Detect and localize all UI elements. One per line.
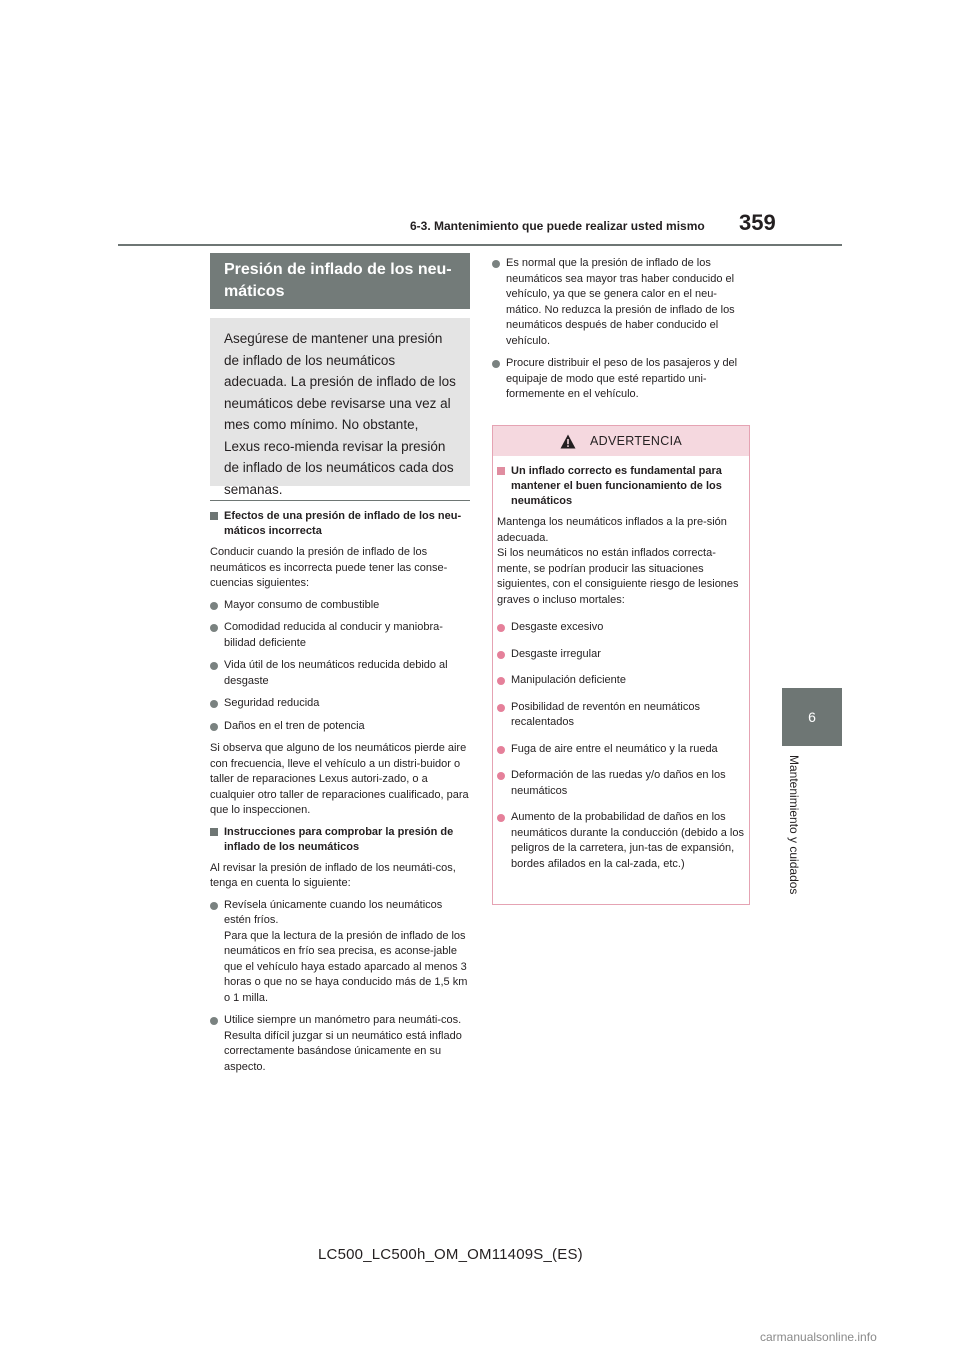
warning-bullet: Deformación de las ruedas y/o daños en los neumáticos	[497, 768, 745, 799]
warning-bullet: Posibilidad de reventón en neumáticos recalentados	[497, 700, 745, 731]
effects-paragraph: Conducir cuando la presión de inflado de los neumáticos es incorrecta puede tener las conse-cuencias siguientes:	[210, 546, 448, 589]
chapter-label-wrapper	[787, 755, 803, 915]
effects-bullet: Daños en el tren de potencia	[210, 719, 470, 735]
section-heading-text: Presión de inflado de los neu- máticos	[224, 261, 452, 300]
check-bullet: Revísela únicamente cuando los neumáticos estén fríos. Para que la lectura de la presión de inflado de los neumáticos en frío sea precisa, es aconse-jable que el vehículo haya estado aparcado al menos 3 horas o que no se haya conducido más de 1,5 km o 1 milla.	[210, 898, 470, 1007]
watermark: carmanualsonline.info	[760, 1330, 877, 1344]
warning-title: ADVERTENCIA	[590, 434, 682, 448]
warning-box	[492, 425, 750, 905]
check-paragraph: Al revisar la presión de inflado de los neumáti-cos, tenga en cuenta lo siguiente:	[210, 861, 456, 889]
check-bullet: Utilice siempre un manómetro para neumáti-cos. Resulta difícil juzgar si un neumático está inflado correctamente basándose únicamente en su aspecto.	[210, 1013, 470, 1075]
right-column	[492, 256, 750, 410]
warning-triangle-icon	[560, 434, 576, 449]
chapter-label: Mantenimiento y cuidados	[787, 755, 801, 895]
warning-bullet: Manipulación deficiente	[497, 673, 745, 689]
left-column	[210, 500, 470, 1082]
right-bullet: Procure distribuir el peso de los pasajeros y del equipaje de modo que esté repartido uni-formemente en el vehículo.	[492, 356, 750, 403]
effects-bullet: Seguridad reducida	[210, 696, 470, 712]
warning-bullet: Aumento de la probabilidad de daños en los neumáticos durante la conducción (debido a los peligros de la carretera, jun-tas de expansión, bordes afilados en la cal-zada, etc.)	[497, 810, 745, 872]
warning-title-bar	[493, 426, 749, 456]
check-heading: Instrucciones para comprobar la presión de inflado de los neumáticos	[210, 825, 470, 855]
warning-heading: Un inflado correcto es fundamental para mantener el buen funcionamiento de los neumáticos	[497, 464, 745, 509]
header-rule	[118, 244, 842, 246]
chapter-tab: 6	[782, 688, 842, 746]
warning-bullet: Desgaste irregular	[497, 647, 745, 663]
section-heading	[210, 253, 470, 309]
document-code: LC500_LC500h_OM_OM11409S_(ES)	[318, 1246, 583, 1263]
effects-bullet: Vida útil de los neumáticos reducida debido al desgaste	[210, 658, 470, 689]
right-bullet: Es normal que la presión de inflado de los neumáticos sea mayor tras haber conducido el vehículo, ya que se genera calor en el neu-mático. No reduzca la presión de inflado de los neumáticos después de haber conducido el vehículo.	[492, 256, 750, 349]
page-number: 359	[739, 210, 776, 235]
warning-body	[493, 456, 749, 887]
effects-heading: Efectos de una presión de inflado de los neu-máticos incorrecta	[210, 509, 470, 539]
effects-bullet: Comodidad reducida al conducir y maniobra-bilidad deficiente	[210, 620, 470, 651]
warning-bullet: Fuga de aire entre el neumático y la rueda	[497, 742, 745, 758]
effects-bullet: Mayor consumo de combustible	[210, 598, 470, 614]
section-title: 6-3. Mantenimiento que puede realizar usted mismo	[410, 219, 705, 233]
warning-bullet: Desgaste excesivo	[497, 620, 745, 636]
warning-paragraph: Mantenga los neumáticos inflados a la pre-sión adecuada. Si los neumáticos no están inflados correcta-mente, se podrían producir las situaciones siguientes, con el consiguiente riesgo de lesiones graves o incluso mortales:	[497, 516, 739, 606]
effects-note: Si observa que alguno de los neumáticos pierde aire con frecuencia, lleve el vehículo a un distri-buidor o taller de reparaciones Lexus autori-zado, o a cualquier otro taller de reparaciones cualificado, para que lo inspeccionen.	[210, 742, 469, 816]
intro-box: Asegúrese de mantener una presión de inflado de los neumáticos adecuada. La presión de inflado de los neumáticos debe revisarse una vez al mes como mínimo. No obstante, Lexus reco-mienda revisar la presión de inflado de los neumáticos cada dos semanas.	[210, 318, 470, 486]
